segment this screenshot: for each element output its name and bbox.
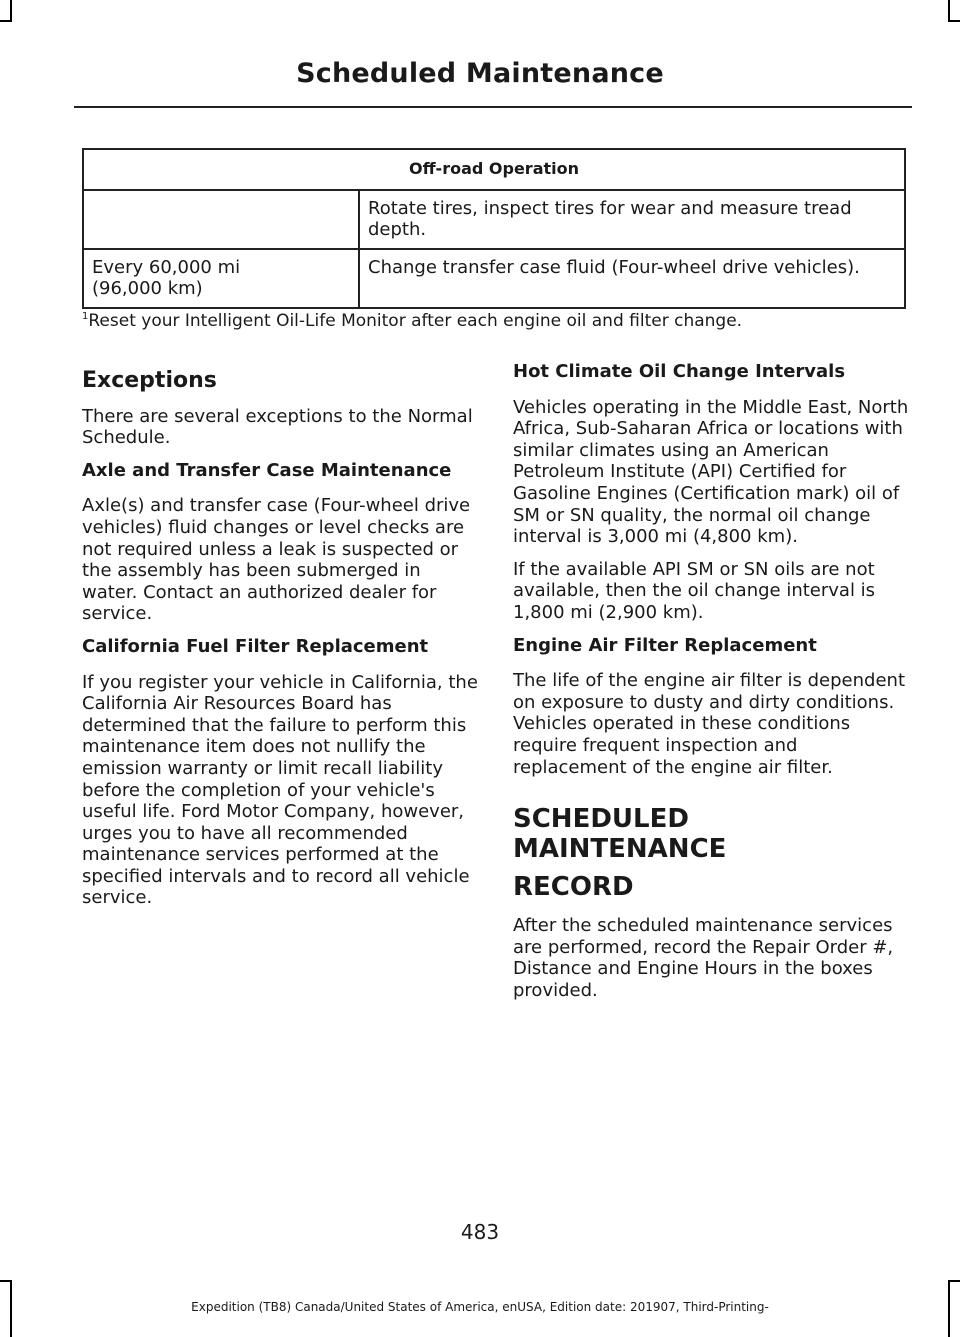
interval-cell bbox=[83, 249, 359, 308]
table-footnote bbox=[82, 311, 742, 331]
california-fuel-filter-paragraph: If you register your vehicle in California, the California Air Resources Board has determined that the failure to perform this maintenance item does not nullify the emission warranty or limit recall liability before the completion of your vehicle's useful life. Ford Motor Company, however, urges you to have all recommended maintenance services performed at the specified intervals and to record all vehicle service. bbox=[82, 671, 478, 909]
axle-transfer-heading: Axle and Transfer Case Maintenance bbox=[82, 459, 452, 481]
maintenance-record-heading-line2: RECORD bbox=[513, 872, 634, 903]
edition-info: Expedition (TB8) Canada/United States of America, enUSA, Edition date: 201907, Third-Printing- bbox=[191, 1300, 769, 1314]
service-cell: Change transfer case fluid (Four-wheel drive vehicles). bbox=[359, 249, 905, 308]
exceptions-heading: Exceptions bbox=[82, 368, 217, 393]
engine-air-filter-heading: Engine Air Filter Replacement bbox=[513, 634, 817, 656]
engine-air-filter-paragraph: The life of the engine air filter is dependent on exposure to dusty and dirty conditions. Vehicles operated in these conditions require frequent inspection and replacement of the engine air filter. bbox=[513, 670, 906, 778]
interval-miles: Every 60,000 mi bbox=[92, 257, 241, 278]
page-header-title: Scheduled Maintenance bbox=[296, 58, 664, 89]
service-cell: Rotate tires, inspect tires for wear and measure tread depth. bbox=[359, 190, 905, 249]
footnote-marker: 1 bbox=[82, 311, 89, 322]
table-header-row bbox=[83, 149, 905, 190]
maintenance-record-paragraph: After the scheduled maintenance services are performed, record the Repair Order #, Distance and Engine Hours in the boxes provided. bbox=[513, 915, 894, 1001]
crop-mark-top-right-h bbox=[948, 20, 960, 22]
footnote-text: Reset your Intelligent Oil-Life Monitor after each engine oil and filter change. bbox=[88, 311, 743, 331]
page-number: 483 bbox=[460, 1220, 500, 1244]
crop-mark-bottom-left-h bbox=[0, 1280, 12, 1282]
off-road-operation-table bbox=[82, 148, 906, 309]
table-row bbox=[83, 249, 905, 308]
maintenance-record-heading bbox=[513, 804, 909, 902]
maintenance-record-heading-line1: SCHEDULED MAINTENANCE bbox=[513, 804, 727, 865]
interval-km: (96,000 km) bbox=[92, 278, 203, 299]
table-title: Off-road Operation bbox=[83, 149, 905, 190]
table-row bbox=[83, 190, 905, 249]
left-column bbox=[82, 370, 478, 920]
axle-transfer-paragraph: Axle(s) and transfer case (Four-wheel drive vehicles) fluid changes or level checks are not required unless a leak is suspected or the assembly has been submerged in water. Contact an authorized dealer for service. bbox=[82, 495, 471, 625]
interval-cell bbox=[83, 190, 359, 249]
crop-mark-top-left-v bbox=[10, 0, 12, 20]
api-oil-paragraph: If the available API SM or SN oils are not available, then the oil change interval is 1,800 mi (2,900 km). bbox=[513, 558, 876, 623]
hot-climate-paragraph: Vehicles operating in the Middle East, North Africa, Sub-Saharan Africa or locations with similar climates using an American Petroleum Institute (API) Certified for Gasoline Engines (Certification mark) oil of SM or SN quality, the normal oil change interval is 3,000 mi (4,800 km). bbox=[513, 396, 909, 548]
california-fuel-filter-heading: California Fuel Filter Replacement bbox=[82, 635, 429, 657]
exceptions-paragraph: There are several exceptions to the Normal Schedule. bbox=[82, 405, 473, 449]
header-divider bbox=[74, 106, 912, 108]
crop-mark-top-right-v bbox=[948, 0, 950, 20]
crop-mark-top-left-h bbox=[0, 20, 12, 22]
crop-mark-bottom-right-h bbox=[948, 1280, 960, 1282]
right-column bbox=[513, 361, 909, 1012]
hot-climate-heading: Hot Climate Oil Change Intervals bbox=[513, 361, 846, 382]
